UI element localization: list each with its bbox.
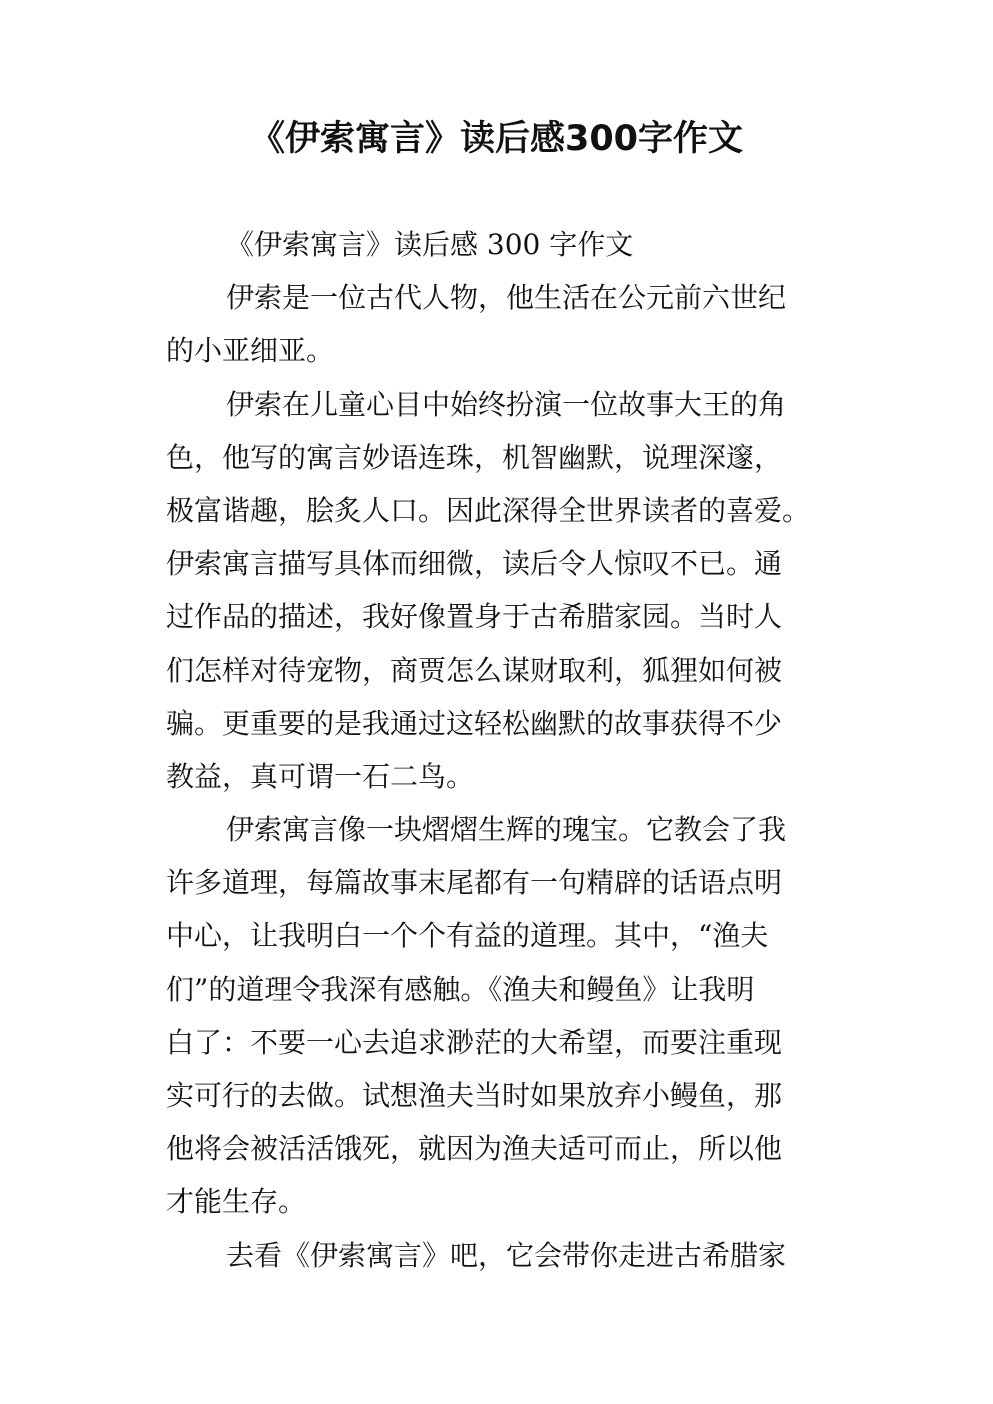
text-line: 许多道理，每篇故事末尾都有一句精辟的话语点明: [166, 866, 783, 900]
text-line: 伊索寓言描写具体而细微，读后令人惊叹不已。通: [166, 547, 783, 581]
text-line: 实可行的去做。试想渔夫当时如果放弃小鳗鱼，那: [166, 1079, 783, 1112]
text-line: 的小亚细亚。: [166, 334, 335, 368]
text-line: 《伊索寓言》读后感 300 字作文: [226, 228, 634, 261]
text-line: 伊索是一位古代人物，他生活在公元前六世纪: [226, 281, 787, 315]
document-body: [166, 218, 866, 1282]
text-line: 去看《伊索寓言》吧，它会带你走进古希腊家: [226, 1238, 787, 1272]
text-line: 才能生存。: [166, 1185, 307, 1219]
text-line: 骗。更重要的是我通过这轻松幽默的故事获得不少: [166, 706, 783, 740]
text-line: 色，他写的寓言妙语连珠，机智幽默，说理深邃，: [166, 440, 783, 474]
text-line: 极富谐趣，脍炙人口。因此深得全世界读者的喜爱。: [166, 493, 811, 527]
document-title: 《伊索寓言》读后感300字作文: [249, 119, 744, 159]
text-line: 白了：不要一心去追求渺茫的大希望，而要注重现: [166, 1025, 783, 1059]
text-line: 们”的道理令我深有感触。《渔夫和鳗鱼》让我明: [166, 972, 755, 1006]
text-line: 过作品的描述，我好像置身于古希腊家园。当时人: [166, 600, 783, 634]
text-line: 伊索寓言像一块熠熠生辉的瑰宝。它教会了我: [226, 813, 787, 847]
text-line: 们怎样对待宠物，商贾怎么谋财取利，狐狸如何被: [166, 653, 783, 687]
text-line: 中心，让我明白一个个有益的道理。其中，“渔夫: [166, 919, 769, 953]
text-line: 教益，真可谓一石二鸟。: [166, 759, 475, 793]
text-line: 他将会被活活饿死，就因为渔夫适可而止，所以他: [166, 1132, 783, 1166]
text-line: 伊索在儿童心目中始终扮演一位故事大王的角: [226, 387, 787, 421]
